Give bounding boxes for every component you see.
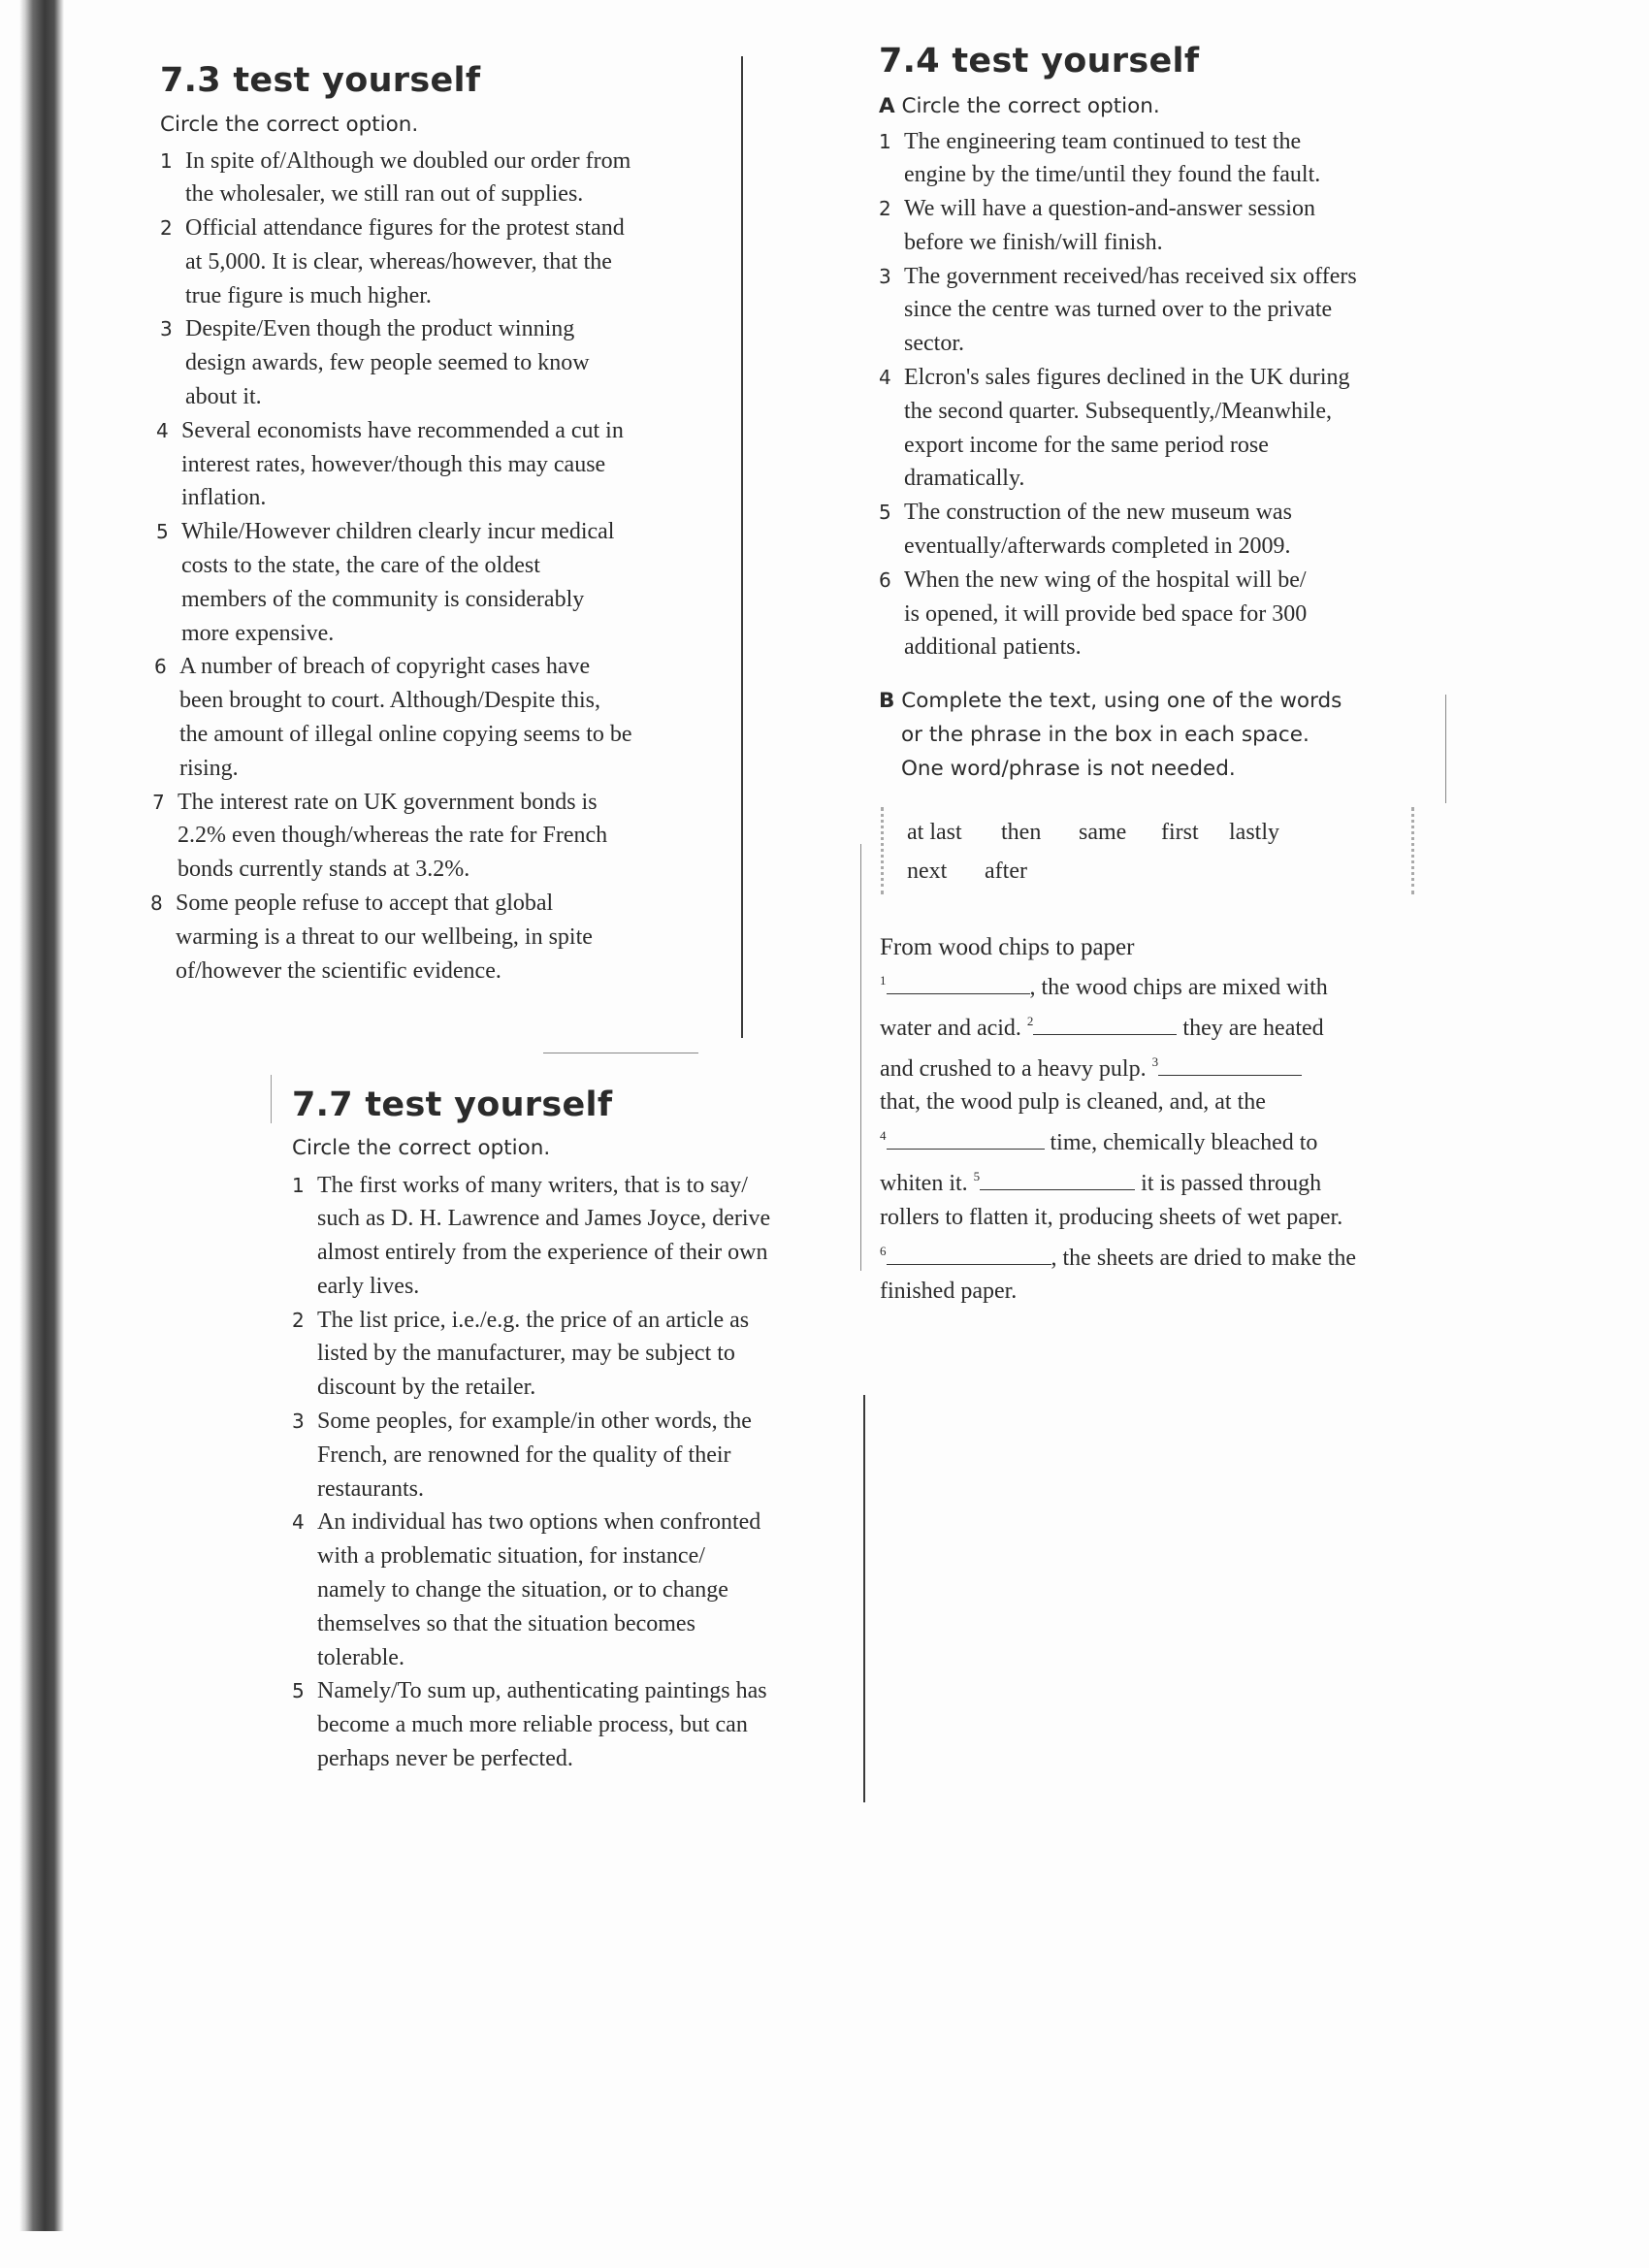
item-line: We will have a question-and-answer session bbox=[904, 196, 1315, 222]
item-line: The list price, i.e./e.g. the price of an article as bbox=[317, 1307, 750, 1333]
item-line: warming is a threat to our wellbeing, in spite bbox=[176, 923, 593, 950]
item-line: restaurants. bbox=[317, 1475, 424, 1502]
section-title-text: test yourself bbox=[952, 42, 1200, 81]
item-line: interest rates, however/though this may cause bbox=[181, 451, 606, 477]
instruction: Circle the correct option. bbox=[292, 1135, 551, 1160]
word-option: first bbox=[1161, 820, 1199, 845]
gap-number: 3 bbox=[1151, 1053, 1159, 1069]
item-line: The construction of the new museum was bbox=[904, 500, 1292, 526]
exercise-item bbox=[292, 1405, 855, 1506]
part-letter: B bbox=[879, 689, 895, 714]
section-title-text: test yourself bbox=[365, 1085, 613, 1124]
item-number: 4 bbox=[292, 1510, 305, 1535]
section-title bbox=[879, 43, 1441, 81]
item-line: sector. bbox=[904, 331, 964, 357]
item-line: discount by the retailer. bbox=[317, 1375, 536, 1401]
instruction-text: Complete the text, using one of the words bbox=[901, 689, 1342, 714]
part-a-instruction bbox=[879, 90, 1441, 123]
part-b-instruction bbox=[879, 684, 1441, 786]
text-segment: time, chemically bleached to bbox=[1044, 1130, 1318, 1156]
item-number: 2 bbox=[160, 216, 173, 241]
text-line: finished paper. bbox=[880, 1279, 1018, 1305]
text-segment: and crushed to a heavy pulp. bbox=[880, 1055, 1152, 1082]
item-line: almost entirely from the experience of their own bbox=[317, 1240, 768, 1266]
exercise-list bbox=[150, 145, 742, 988]
text-title: From wood chips to paper bbox=[880, 934, 1135, 960]
gap-number: 4 bbox=[880, 1128, 887, 1144]
text-segment: it is passed through bbox=[1135, 1170, 1322, 1196]
item-number: 1 bbox=[292, 1173, 305, 1197]
item-line: An individual has two options when confronted bbox=[317, 1509, 761, 1536]
item-line: A number of breach of copyright cases have bbox=[179, 654, 591, 680]
item-line: The engineering team continued to test the bbox=[904, 128, 1302, 154]
exercise-item bbox=[160, 312, 742, 413]
section-7-4 bbox=[879, 43, 1441, 786]
item-line: In spite of/Although we doubled our order from bbox=[185, 147, 631, 174]
section-number: 7.4 bbox=[879, 42, 940, 81]
item-line: the second quarter. Subsequently,/Meanwhile, bbox=[904, 398, 1332, 424]
word-option: then bbox=[1001, 820, 1042, 845]
exercise-item bbox=[292, 1506, 855, 1674]
item-line: eventually/afterwards completed in 2009. bbox=[904, 534, 1291, 560]
exercise-item bbox=[879, 496, 1441, 564]
item-line: such as D. H. Lawrence and James Joyce, derive bbox=[317, 1206, 771, 1232]
text-segment: they are heated bbox=[1177, 1015, 1324, 1041]
item-line: When the new wing of the hospital will be/ bbox=[904, 567, 1307, 593]
exercise-item bbox=[292, 1304, 855, 1405]
exercise-item bbox=[292, 1169, 855, 1304]
instruction-line bbox=[879, 684, 1441, 718]
text-line: rollers to flatten it, producing sheets of wet paper. bbox=[880, 1204, 1343, 1230]
exercise-item bbox=[160, 145, 742, 212]
section-left-rule bbox=[271, 1075, 272, 1123]
gap-number: 2 bbox=[1026, 1013, 1034, 1028]
item-line: at 5,000. It is clear, whereas/however, that the bbox=[185, 248, 612, 275]
item-line: dramatically. bbox=[904, 466, 1025, 492]
item-line: members of the community is considerably bbox=[181, 586, 585, 612]
item-line: additional patients. bbox=[904, 634, 1082, 661]
item-line: bonds currently stands at 3.2%. bbox=[178, 857, 470, 883]
item-line: The interest rate on UK government bonds is bbox=[178, 789, 598, 815]
item-line: rising. bbox=[179, 755, 239, 781]
item-line: more expensive. bbox=[181, 620, 335, 646]
item-line: design awards, few people seemed to know bbox=[185, 350, 590, 376]
scan-shadow bbox=[0, 0, 64, 2231]
instruction: Circle the correct option. bbox=[160, 112, 419, 137]
item-line: the wholesaler, we still ran out of supplies. bbox=[185, 181, 584, 208]
gap-blank bbox=[980, 1170, 1135, 1190]
part-letter: A bbox=[879, 93, 895, 118]
gap-number: 5 bbox=[973, 1168, 981, 1183]
item-number: 3 bbox=[292, 1409, 305, 1434]
word-option: after bbox=[985, 859, 1027, 884]
text-line bbox=[880, 1235, 1442, 1276]
column-divider bbox=[863, 1395, 865, 1802]
item-line: While/However children clearly incur medical bbox=[181, 519, 615, 545]
section-number: 7.3 bbox=[160, 61, 221, 100]
word-option: same bbox=[1079, 820, 1127, 845]
column-divider bbox=[860, 844, 861, 1271]
item-number: 5 bbox=[292, 1679, 305, 1703]
text-line bbox=[880, 964, 1442, 1005]
item-number: 4 bbox=[156, 418, 169, 442]
exercise-item bbox=[879, 125, 1441, 193]
item-line: Despite/Even though the product winning bbox=[185, 316, 575, 342]
item-number: 7 bbox=[152, 790, 165, 814]
box-right-rule bbox=[1445, 695, 1446, 803]
item-line: Official attendance figures for the protest stand bbox=[185, 215, 625, 242]
item-line: Elcron's sales figures declined in the UK during bbox=[904, 365, 1350, 391]
item-line: costs to the state, the care of the oldest bbox=[181, 553, 540, 579]
gap-blank bbox=[1158, 1055, 1302, 1076]
exercise-item bbox=[160, 211, 742, 312]
item-line: Namely/To sum up, authenticating paintings has bbox=[317, 1678, 767, 1704]
word-option: at last bbox=[907, 820, 962, 845]
item-number: 1 bbox=[160, 148, 173, 173]
item-line: engine by the time/until they found the fault. bbox=[904, 162, 1321, 188]
section-7-3 bbox=[150, 61, 742, 988]
item-line: Some peoples, for example/in other words, the bbox=[317, 1409, 752, 1435]
exercise-item bbox=[879, 361, 1441, 496]
word-option: next bbox=[907, 859, 948, 884]
column-divider bbox=[741, 56, 743, 1038]
item-line: namely to change the situation, or to change bbox=[317, 1577, 728, 1604]
exercise-item bbox=[154, 650, 742, 785]
item-line: the amount of illegal online copying seems to be bbox=[179, 722, 632, 748]
item-line: true figure is much higher. bbox=[185, 282, 432, 308]
item-line: French, are renowned for the quality of their bbox=[317, 1442, 731, 1468]
exercise-item bbox=[150, 887, 742, 988]
exercise-item bbox=[879, 192, 1441, 260]
item-number: 6 bbox=[879, 567, 891, 592]
instruction-text: Circle the correct option. bbox=[901, 93, 1160, 118]
exercise-list bbox=[292, 1169, 855, 1776]
word-box bbox=[881, 807, 1414, 894]
text-segment: , the sheets are dried to make the bbox=[1051, 1245, 1357, 1271]
item-line: The government received/has received six offers bbox=[904, 263, 1357, 289]
exercise-item bbox=[156, 414, 742, 515]
item-line: of/however the scientific evidence. bbox=[176, 957, 501, 984]
instruction-line: or the phrase in the box in each space. bbox=[901, 723, 1310, 748]
item-line: with a problematic situation, for instance/ bbox=[317, 1543, 705, 1570]
item-number: 8 bbox=[150, 891, 163, 916]
exercise-item bbox=[879, 260, 1441, 361]
item-line: perhaps never be perfected. bbox=[317, 1746, 573, 1772]
text-segment: whiten it. bbox=[880, 1170, 974, 1196]
item-line: listed by the manufacturer, may be subject to bbox=[317, 1341, 735, 1367]
item-line: about it. bbox=[185, 384, 262, 410]
gap-number: 6 bbox=[880, 1243, 887, 1258]
text-line bbox=[880, 1046, 1442, 1086]
section-7-7 bbox=[292, 1086, 855, 1776]
section-title bbox=[292, 1086, 855, 1124]
text-segment: , the wood chips are mixed with bbox=[1029, 975, 1328, 1000]
text-line bbox=[880, 1005, 1442, 1046]
gap-blank bbox=[887, 974, 1030, 994]
gap-number: 1 bbox=[880, 973, 887, 988]
text-line bbox=[880, 1119, 1442, 1160]
item-number: 5 bbox=[156, 520, 169, 544]
item-line: The first works of many writers, that is to say/ bbox=[317, 1172, 748, 1198]
item-number: 2 bbox=[292, 1308, 305, 1332]
item-line: early lives. bbox=[317, 1273, 420, 1299]
item-line: become a much more reliable process, but can bbox=[317, 1712, 748, 1738]
item-number: 5 bbox=[879, 501, 891, 525]
item-line: 2.2% even though/whereas the rate for French bbox=[178, 823, 608, 849]
gap-blank bbox=[1033, 1015, 1177, 1035]
item-line: Several economists have recommended a cut in bbox=[181, 417, 624, 443]
item-line: Some people refuse to accept that global bbox=[176, 891, 554, 917]
exercise-item bbox=[156, 515, 742, 650]
gap-fill-text bbox=[880, 931, 1442, 1309]
word-option: lastly bbox=[1229, 820, 1279, 845]
item-line: is opened, it will provide bed space for 300 bbox=[904, 600, 1308, 627]
item-line: inflation. bbox=[181, 485, 267, 511]
exercise-item bbox=[152, 786, 742, 887]
section-title-text: test yourself bbox=[233, 61, 481, 100]
item-number: 3 bbox=[879, 264, 891, 288]
item-number: 2 bbox=[879, 197, 891, 221]
item-number: 6 bbox=[154, 655, 167, 679]
exercise-item bbox=[879, 564, 1441, 664]
item-line: been brought to court. Although/Despite this, bbox=[179, 688, 600, 714]
section-number: 7.7 bbox=[292, 1085, 353, 1124]
item-line: themselves so that the situation becomes bbox=[317, 1610, 695, 1636]
item-number: 1 bbox=[879, 129, 891, 153]
gap-blank bbox=[887, 1129, 1045, 1150]
item-line: before we finish/will finish. bbox=[904, 229, 1163, 255]
item-number: 3 bbox=[160, 317, 173, 341]
item-line: tolerable. bbox=[317, 1644, 404, 1670]
item-number: 4 bbox=[879, 366, 891, 390]
exercise-item bbox=[292, 1674, 855, 1775]
exercise-list bbox=[879, 125, 1441, 665]
section-title bbox=[160, 62, 742, 100]
item-line: since the centre was turned over to the private bbox=[904, 297, 1333, 323]
text-segment: water and acid. bbox=[880, 1015, 1027, 1041]
text-line bbox=[880, 1160, 1442, 1201]
gap-blank bbox=[887, 1245, 1051, 1265]
instruction-line: One word/phrase is not needed. bbox=[901, 757, 1236, 782]
item-line: export income for the same period rose bbox=[904, 432, 1269, 458]
text-line: that, the wood pulp is cleaned, and, at the bbox=[880, 1089, 1266, 1116]
